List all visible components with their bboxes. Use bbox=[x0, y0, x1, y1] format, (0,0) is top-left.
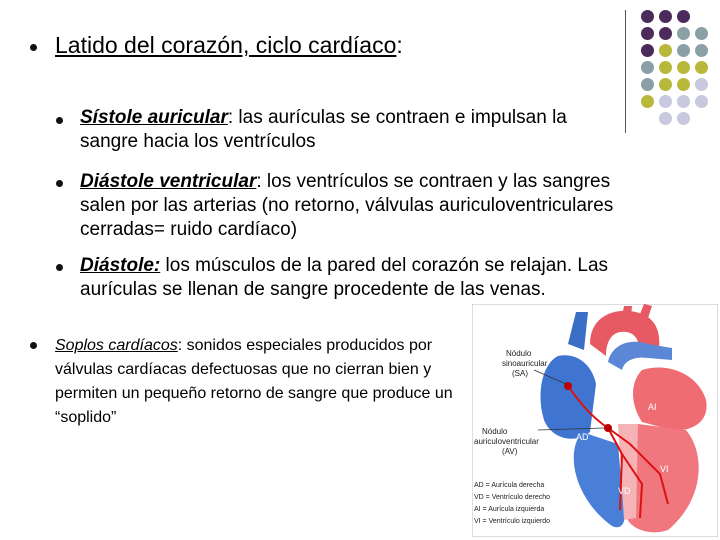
decorative-dot bbox=[677, 95, 690, 108]
bullet-diastole bbox=[80, 254, 620, 302]
decorative-dot bbox=[677, 78, 690, 91]
bullet-marker bbox=[56, 264, 63, 271]
bullet-marker bbox=[56, 117, 63, 124]
av-label-line: Nódulo bbox=[482, 427, 508, 436]
av-label-line: auriculoventricular bbox=[474, 437, 539, 446]
title-heading: Latido del corazón, ciclo cardíaco bbox=[55, 32, 397, 58]
decorative-dot bbox=[677, 61, 690, 74]
decorative-dot bbox=[677, 112, 690, 125]
decorative-dot bbox=[677, 10, 690, 23]
decorative-divider bbox=[625, 10, 626, 133]
soplos-heading: Soplos cardíacos bbox=[55, 337, 178, 354]
decorative-dot bbox=[641, 10, 654, 23]
ai-label: AI bbox=[648, 402, 657, 412]
ad-label: AD bbox=[576, 432, 589, 442]
decorative-dot bbox=[641, 27, 654, 40]
bullet-marker bbox=[56, 180, 63, 187]
bullet-text: los músculos de la pared del corazón se relajan. Las aurículas se llenan de sangre procedente de las venas. bbox=[80, 255, 609, 300]
sa-label-line: (SA) bbox=[512, 369, 528, 378]
decorative-dot bbox=[641, 78, 654, 91]
decorative-dot bbox=[641, 95, 654, 108]
decorative-dot bbox=[659, 44, 672, 57]
decorative-dot bbox=[677, 44, 690, 57]
decorative-dot bbox=[695, 44, 708, 57]
decorative-dot bbox=[659, 27, 672, 40]
soplos-text: : sonidos especiales producidos por válvulas cardíacas defectuosas que no cierran bien y permiten un pequeño retorno de sangre que produce un “soplido” bbox=[55, 337, 453, 426]
sa-label-line: sinoauricular bbox=[502, 359, 548, 368]
decorative-dot bbox=[695, 78, 708, 91]
legend-line: AD = Aurícula derecha bbox=[474, 482, 545, 489]
decorative-dot bbox=[659, 95, 672, 108]
decorative-dot bbox=[659, 10, 672, 23]
bullet-heading: Sístole auricular bbox=[80, 107, 228, 128]
vd-label: VD bbox=[618, 486, 631, 496]
soplos-paragraph bbox=[55, 334, 465, 430]
decorative-dot bbox=[641, 61, 654, 74]
decorative-dot bbox=[659, 78, 672, 91]
decorative-dot bbox=[641, 44, 654, 57]
legend-line: VD = Ventrículo derecho bbox=[474, 494, 551, 501]
slide-title bbox=[55, 32, 403, 59]
bullet-text: : los ventrículos se contraen y las sangres salen por las arterias (no retorno, válvulas auriculoventriculares cerradas= ruido cardíaco) bbox=[80, 171, 614, 240]
av-node-marker bbox=[604, 424, 612, 432]
decorative-dot bbox=[677, 27, 690, 40]
vi-label: VI bbox=[660, 464, 669, 474]
decorative-dot bbox=[659, 112, 672, 125]
title-colon: : bbox=[396, 32, 403, 58]
sa-label-line: Nódulo bbox=[506, 349, 532, 358]
bullet-text: : las aurículas se contraen e impulsan la sangre hacia los ventrículos bbox=[80, 107, 567, 152]
bullet-marker bbox=[30, 342, 37, 349]
right-atrium-shape bbox=[540, 355, 596, 439]
decorative-dot bbox=[695, 61, 708, 74]
bullet-sistole-auricular bbox=[80, 106, 620, 154]
heart-conduction-diagram bbox=[472, 304, 718, 537]
decorative-dot bbox=[659, 61, 672, 74]
bullet-diastole-ventricular bbox=[80, 170, 620, 242]
legend-line: VI = Ventrículo izquierdo bbox=[474, 518, 551, 525]
sa-node-marker bbox=[564, 382, 572, 390]
av-label-line: (AV) bbox=[502, 447, 518, 456]
bullet-heading: Diástole: bbox=[80, 255, 161, 276]
bullet-heading: Diástole ventricular bbox=[80, 171, 257, 192]
legend-line: AI = Aurícula izquierda bbox=[474, 506, 545, 513]
decorative-dot bbox=[695, 95, 708, 108]
decorative-dot bbox=[695, 27, 708, 40]
bullet-marker bbox=[30, 44, 37, 51]
